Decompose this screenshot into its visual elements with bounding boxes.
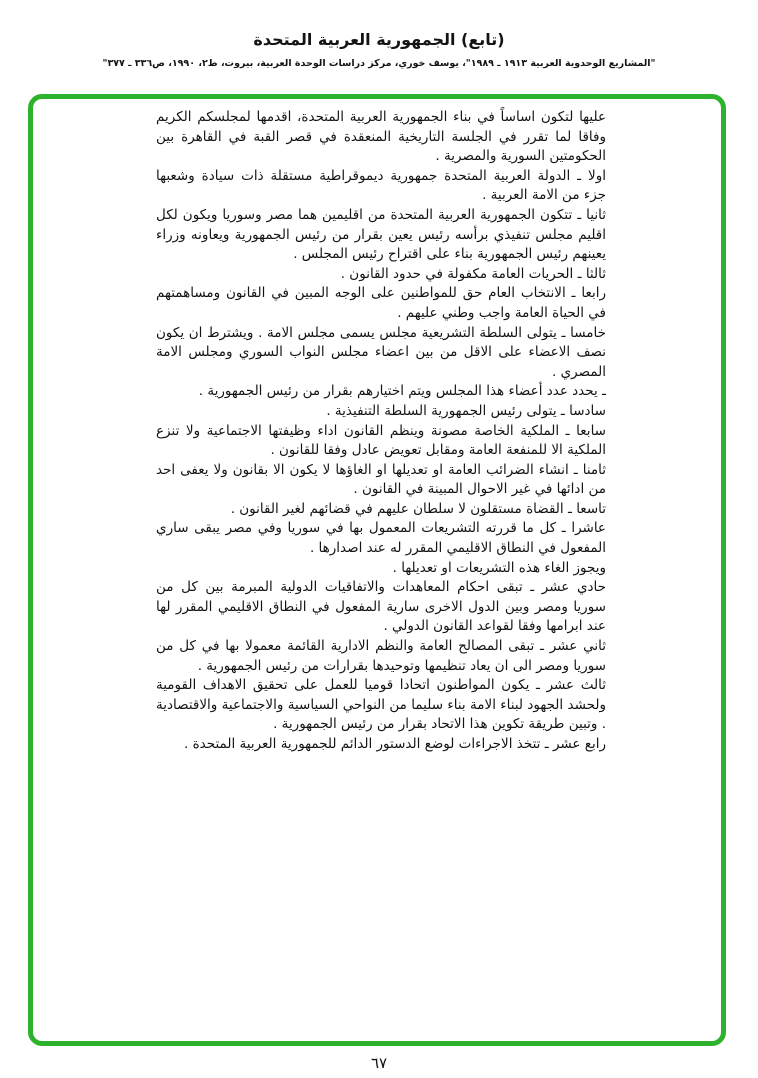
paragraph: ـ يحدد عدد أعضاء هذا المجلس ويتم اختيارهم بقرار من رئيس الجمهورية . <box>198 383 606 400</box>
paragraph: خامسا ـ يتولى السلطة التشريعية مجلس يسمى مجلس الامة . ويشترط ان يكون نصف الاعضاء على الاقل من بين اعضاء مجلس النواب السوري ومجلس الامة المصري . <box>156 324 606 380</box>
page-number: ٦٧ <box>370 1054 388 1072</box>
body-text <box>156 108 606 755</box>
paragraph: عاشرا ـ كل ما قررته التشريعات المعمول بها في سوريا وفي مصر يبقى ساري المفعول في النطاق الاقليمي المقرر له عند اصدارها . <box>156 520 606 557</box>
paragraph: ثالث عشر ـ يكون المواطنون اتحادا قوميا للعمل على تحقيق الاهداف القومية ولحشد الجهود لبناء الامة بناء سليما من النواحي السياسية والاجتماعية والاقتصادية . وتبين طريقة تكوين هذا الاتحاد بقرار من رئيس الجمهورية . <box>156 677 606 733</box>
source-citation: "المشاريع الوحدوية العربية ١٩١٣ ـ ١٩٨٩"، يوسف خوري، مركز دراسات الوحدة العربية، بيروت، ط٢، ١٩٩٠، ص٣٣٦ ـ ٣٧٧" <box>102 58 656 69</box>
paragraph: ثانيا ـ تتكون الجمهورية العربية المتحدة من اقليمين هما مصر وسوريا ويكون لكل اقليم مجلس تنفيذي برأسه رئيس يعين بقرار من رئيس الجمهورية ويعاونه وزراء يعينهم رئيس الجمهورية بناء على اقتراح رئيس المجلس . <box>156 206 606 263</box>
paragraph: ويجوز الغاء هذه التشريعات او تعديلها . <box>392 559 606 576</box>
paragraph: رابعا ـ الانتخاب العام حق للمواطنين على الوجه المبين في القانون ومساهمتهم في الحياة العامة واجب وطني عليهم . <box>156 285 606 321</box>
paragraph: رابع عشر ـ تتخذ الاجراءات لوضع الدستور الدائم للجمهورية العربية المتحدة . <box>184 736 606 752</box>
paragraph: ثالثا ـ الحريات العامة مكفولة في حدود القانون . <box>340 265 606 282</box>
paragraph: عليها لتكون اساساً في بناء الجمهورية العربية المتحدة، اقدمها لمجلسكم الكريم وفاقا لما تقرر في الجلسة التاريخية المنعقدة في قصر القبة في القاهرة بين الحكومتين السورية والمصرية . <box>156 109 606 165</box>
paragraph: ثامنا ـ انشاء الضرائب العامة او تعديلها او الغاؤها لا يكون الا بقانون ولا يعفى احد من ادائها في غير الاحوال المبينة في القانون . <box>156 461 606 498</box>
paragraph: سادسا ـ يتولى رئيس الجمهورية السلطة التنفيذية . <box>326 402 606 419</box>
paragraph: حادي عشر ـ تبقى احكام المعاهدات والاتفاقيات الدولية المبرمة بين كل من سوريا ومصر وبين الدول الاخرى سارية المفعول في النطاق الاقليمي المقرر لها عند ابرامها وفقا لقواعد القانون الدولي . <box>156 579 606 635</box>
paragraph: اولا ـ الدولة العربية المتحدة جمهورية ديموقراطية مستقلة ذات سيادة وشعبها جزء من الامة العربية . <box>156 167 606 204</box>
paragraph: ثاني عشر ـ تبقى المصالح العامة والنظم الادارية القائمة معمولا بها في كل من سوريا ومصر الى ان يعاد تنظيمها وتوحيدها بقرارات من رئيس الجمهورية . <box>156 638 606 674</box>
document-header <box>0 30 758 69</box>
paragraph: سابعا ـ الملكية الخاصة مصونة وينظم القانون اداء وظيفتها الاجتماعية ولا تنزع الملكية الا للمنفعة العامة ومقابل تعويض عادل وفقا للقانون . <box>156 422 606 459</box>
page-title: (تابع) الجمهورية العربية المتحدة <box>253 30 505 49</box>
paragraph: تاسعا ـ القضاة مستقلون لا سلطان عليهم في قضائهم لغير القانون . <box>230 500 606 517</box>
